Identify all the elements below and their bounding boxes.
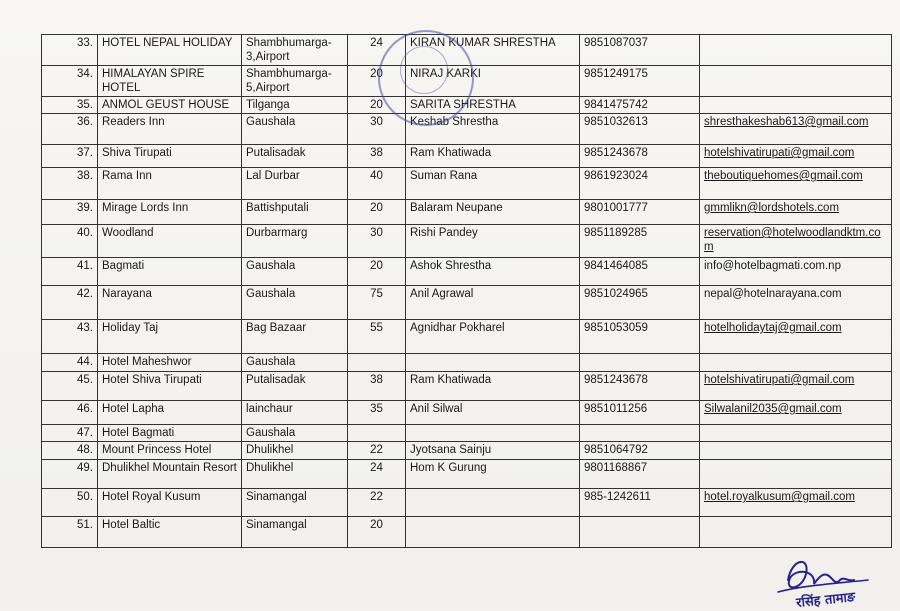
cell-email: [700, 442, 892, 460]
cell-name: [98, 66, 242, 97]
cell-sno: [42, 225, 98, 258]
cell-contact: [406, 168, 580, 200]
cell-address: [242, 401, 348, 425]
cell-sno: [42, 489, 98, 517]
table-row: [42, 97, 892, 114]
address-text: Gaushala: [246, 116, 296, 128]
cell-name: [98, 225, 242, 258]
phone-text: 9851053059: [584, 322, 648, 334]
cell-email: [700, 168, 892, 200]
rooms-text: 20: [370, 519, 383, 531]
cell-rooms: [348, 66, 406, 97]
rooms-text: 22: [370, 491, 383, 503]
table-row: [42, 114, 892, 145]
cell-address: [242, 35, 348, 66]
cell-email: [700, 517, 892, 548]
cell-sno: [42, 320, 98, 354]
table-row: [42, 442, 892, 460]
signature-name: रसिंह तामाङ: [795, 589, 856, 611]
cell-name: [98, 354, 242, 372]
cell-sno: [42, 200, 98, 225]
cell-address: [242, 489, 348, 517]
cell-phone: [580, 97, 700, 114]
phone-text: 9851064792: [584, 444, 648, 456]
cell-address: [242, 66, 348, 97]
table-row: [42, 145, 892, 168]
phone-text: 985-1242611: [584, 491, 651, 503]
email-text: info@hotelbagmati.com.np: [704, 260, 841, 272]
cell-sno: [42, 354, 98, 372]
name-text: Hotel Shiva Tirupati: [102, 374, 202, 386]
cell-contact: [406, 401, 580, 425]
table-row: [42, 200, 892, 225]
cell-rooms: [348, 425, 406, 442]
sno-text: 46.: [77, 403, 93, 415]
cell-sno: [42, 35, 98, 66]
cell-contact: [406, 286, 580, 320]
cell-phone: [580, 258, 700, 286]
rooms-text: 30: [370, 116, 383, 128]
name-text: Holiday Taj: [102, 322, 159, 334]
address-text: Battishputali: [246, 202, 309, 214]
address-text: Putalisadak: [246, 374, 306, 386]
cell-address: [242, 517, 348, 548]
cell-rooms: [348, 35, 406, 66]
name-text: Narayana: [102, 288, 152, 300]
name-text: Mirage Lords Inn: [102, 202, 189, 214]
address-text: Shambhumarga-3,Airport: [246, 37, 332, 63]
table-row: [42, 401, 892, 425]
sno-text: 33.: [77, 37, 93, 49]
rooms-text: 38: [370, 147, 383, 159]
cell-email: [700, 35, 892, 66]
cell-phone: [580, 425, 700, 442]
cell-email: [700, 200, 892, 225]
cell-address: [242, 372, 348, 401]
cell-phone: [580, 168, 700, 200]
table-row: [42, 517, 892, 548]
phone-text: 9851087037: [584, 37, 648, 49]
cell-name: [98, 200, 242, 225]
sno-text: 41.: [77, 260, 93, 272]
cell-name: [98, 258, 242, 286]
email-text: hotelshivatirupati@gmail.com: [704, 147, 855, 159]
cell-email: [700, 225, 892, 258]
address-text: Sinamangal: [246, 491, 307, 503]
cell-sno: [42, 372, 98, 401]
cell-rooms: [348, 225, 406, 258]
email-text: hotelholidaytaj@gmail.com: [704, 322, 842, 334]
email-text: reservation@hotelwoodlandktm.com: [704, 227, 881, 253]
email-text: hotelshivatirupati@gmail.com: [704, 374, 855, 386]
cell-phone: [580, 489, 700, 517]
rooms-text: 55: [370, 322, 383, 334]
cell-email: [700, 66, 892, 97]
cell-address: [242, 145, 348, 168]
address-text: Shambhumarga-5,Airport: [246, 68, 332, 94]
cell-rooms: [348, 442, 406, 460]
cell-email: [700, 460, 892, 489]
cell-name: [98, 517, 242, 548]
cell-name: [98, 489, 242, 517]
cell-sno: [42, 168, 98, 200]
sno-text: 42.: [77, 288, 93, 300]
name-text: Dhulikhel Mountain Resort: [102, 462, 237, 474]
sno-text: 49.: [77, 462, 93, 474]
cell-address: [242, 97, 348, 114]
cell-name: [98, 145, 242, 168]
cell-contact: [406, 489, 580, 517]
address-text: Tilganga: [246, 99, 290, 111]
cell-contact: [406, 66, 580, 97]
cell-address: [242, 225, 348, 258]
cell-contact: [406, 425, 580, 442]
rooms-text: 30: [370, 227, 383, 239]
name-text: ANMOL GEUST HOUSE: [102, 99, 230, 111]
cell-address: [242, 320, 348, 354]
cell-phone: [580, 200, 700, 225]
phone-text: 9851243678: [584, 374, 648, 386]
address-text: Gaushala: [246, 427, 296, 439]
address-text: Gaushala: [246, 260, 296, 272]
cell-name: [98, 372, 242, 401]
sno-text: 51.: [77, 519, 93, 531]
cell-rooms: [348, 286, 406, 320]
email-text: gmmlikn@lordshotels.com: [704, 202, 840, 214]
contact-text: KIRAN KUMAR SHRESTHA: [410, 37, 556, 49]
cell-address: [242, 258, 348, 286]
cell-name: [98, 97, 242, 114]
cell-email: [700, 354, 892, 372]
cell-phone: [580, 35, 700, 66]
rooms-text: 24: [370, 462, 383, 474]
contact-text: Ram Khatiwada: [410, 374, 492, 386]
contact-text: Jyotsana Sainju: [410, 444, 492, 456]
table-row: [42, 35, 892, 66]
rooms-text: 20: [370, 260, 383, 272]
cell-sno: [42, 286, 98, 320]
address-text: Gaushala: [246, 356, 296, 368]
rooms-text: 40: [370, 170, 383, 182]
contact-text: SARITA SHRESTHA: [410, 99, 516, 111]
contact-text: Keshab Shrestha: [410, 116, 499, 128]
cell-contact: [406, 354, 580, 372]
address-text: Durbarmarg: [246, 227, 308, 239]
phone-text: 9841475742: [584, 99, 648, 111]
rooms-text: 20: [370, 68, 383, 80]
contact-text: Anil Agrawal: [410, 288, 474, 300]
email-text: shresthakeshab613@gmail.com: [704, 116, 869, 128]
cell-phone: [580, 286, 700, 320]
cell-contact: [406, 145, 580, 168]
name-text: Hotel Royal Kusum: [102, 491, 201, 503]
cell-rooms: [348, 401, 406, 425]
cell-phone: [580, 66, 700, 97]
cell-email: [700, 425, 892, 442]
cell-email: [700, 97, 892, 114]
rooms-text: 20: [370, 99, 383, 111]
cell-rooms: [348, 320, 406, 354]
cell-phone: [580, 460, 700, 489]
sno-text: 48.: [77, 444, 93, 456]
phone-text: 9801001777: [584, 202, 648, 214]
cell-address: [242, 168, 348, 200]
cell-address: [242, 200, 348, 225]
sno-text: 37.: [77, 147, 93, 159]
name-text: Mount Princess Hotel: [102, 444, 212, 456]
contact-text: Hom K Gurung: [410, 462, 487, 474]
cell-name: [98, 401, 242, 425]
cell-phone: [580, 372, 700, 401]
cell-phone: [580, 225, 700, 258]
name-text: Shiva Tirupati: [102, 147, 172, 159]
cell-phone: [580, 517, 700, 548]
cell-address: [242, 354, 348, 372]
phone-text: 9861923024: [584, 170, 648, 182]
table-row: [42, 168, 892, 200]
cell-rooms: [348, 460, 406, 489]
cell-contact: [406, 442, 580, 460]
phone-text: 9851011256: [584, 403, 648, 415]
cell-contact: [406, 225, 580, 258]
table-row: [42, 320, 892, 354]
email-text: Silwalanil2035@gmail.com: [704, 403, 842, 415]
cell-email: [700, 145, 892, 168]
cell-rooms: [348, 200, 406, 225]
table-row: [42, 225, 892, 258]
cell-name: [98, 114, 242, 145]
cell-sno: [42, 460, 98, 489]
cell-contact: [406, 97, 580, 114]
phone-text: 9851243678: [584, 147, 648, 159]
sno-text: 38.: [77, 170, 93, 182]
rooms-text: 35: [370, 403, 383, 415]
phone-text: 9851189285: [584, 227, 648, 239]
sno-text: 47.: [77, 427, 93, 439]
rooms-text: 22: [370, 444, 383, 456]
cell-rooms: [348, 97, 406, 114]
address-text: Bag Bazaar: [246, 322, 307, 334]
email-text: hotel.royalkusum@gmail.com: [704, 491, 856, 503]
cell-sno: [42, 425, 98, 442]
contact-text: Balaram Neupane: [410, 202, 503, 214]
cell-sno: [42, 517, 98, 548]
cell-phone: [580, 320, 700, 354]
phone-text: 9851024965: [584, 288, 648, 300]
sno-text: 34.: [77, 68, 93, 80]
sno-text: 45.: [77, 374, 93, 386]
table-row: [42, 66, 892, 97]
cell-contact: [406, 460, 580, 489]
sno-text: 36.: [77, 116, 93, 128]
address-text: Gaushala: [246, 288, 296, 300]
cell-contact: [406, 320, 580, 354]
address-text: Putalisadak: [246, 147, 306, 159]
name-text: Rama Inn: [102, 170, 152, 182]
name-text: HOTEL NEPAL HOLIDAY: [102, 37, 233, 49]
cell-address: [242, 442, 348, 460]
name-text: HIMALAYAN SPIRE HOTEL: [102, 68, 205, 94]
cell-email: [700, 114, 892, 145]
name-text: Hotel Baltic: [102, 519, 161, 531]
cell-sno: [42, 66, 98, 97]
email-text: theboutiquehomes@gmail.com: [704, 170, 863, 182]
cell-sno: [42, 442, 98, 460]
sno-text: 50.: [77, 491, 93, 503]
cell-phone: [580, 442, 700, 460]
cell-sno: [42, 401, 98, 425]
cell-name: [98, 168, 242, 200]
table-row: [42, 258, 892, 286]
cell-rooms: [348, 489, 406, 517]
table-row: [42, 286, 892, 320]
phone-text: 9851249175: [584, 68, 648, 80]
cell-address: [242, 114, 348, 145]
sno-text: 44.: [77, 356, 93, 368]
contact-text: Ashok Shrestha: [410, 260, 492, 272]
table-row: [42, 460, 892, 489]
phone-text: 9801168867: [584, 462, 648, 474]
name-text: Hotel Maheshwor: [102, 356, 192, 368]
name-text: Readers Inn: [102, 116, 165, 128]
cell-email: [700, 320, 892, 354]
rooms-text: 75: [370, 288, 383, 300]
contact-text: Rishi Pandey: [410, 227, 478, 239]
cell-phone: [580, 114, 700, 145]
cell-sno: [42, 97, 98, 114]
rooms-text: 24: [370, 37, 383, 49]
cell-name: [98, 425, 242, 442]
cell-sno: [42, 258, 98, 286]
address-text: Sinamangal: [246, 519, 307, 531]
cell-rooms: [348, 114, 406, 145]
cell-email: [700, 372, 892, 401]
contact-text: NIRAJ KARKI: [410, 68, 481, 80]
cell-rooms: [348, 372, 406, 401]
phone-text: 9851032613: [584, 116, 648, 128]
address-text: Dhulikhel: [246, 462, 294, 474]
cell-rooms: [348, 258, 406, 286]
sno-text: 43.: [77, 322, 93, 334]
cell-name: [98, 35, 242, 66]
cell-email: [700, 401, 892, 425]
table-row: [42, 425, 892, 442]
table-row: [42, 354, 892, 372]
sno-text: 40.: [77, 227, 93, 239]
name-text: Bagmati: [102, 260, 145, 272]
cell-name: [98, 442, 242, 460]
cell-contact: [406, 35, 580, 66]
cell-contact: [406, 517, 580, 548]
cell-address: [242, 286, 348, 320]
address-text: Lal Durbar: [246, 170, 300, 182]
cell-contact: [406, 114, 580, 145]
name-text: Hotel Lapha: [102, 403, 165, 415]
cell-phone: [580, 401, 700, 425]
contact-text: Agnidhar Pokharel: [410, 322, 505, 334]
cell-name: [98, 320, 242, 354]
contact-text: Suman Rana: [410, 170, 478, 182]
cell-address: [242, 460, 348, 489]
name-text: Hotel Bagmati: [102, 427, 175, 439]
cell-email: [700, 258, 892, 286]
rooms-text: 38: [370, 374, 383, 386]
cell-email: [700, 489, 892, 517]
phone-text: 9841464085: [584, 260, 648, 272]
cell-sno: [42, 114, 98, 145]
name-text: Woodland: [102, 227, 154, 239]
email-text: nepal@hotelnarayana.com: [704, 288, 842, 300]
rooms-text: 20: [370, 202, 383, 214]
sno-text: 35.: [77, 99, 93, 111]
cell-rooms: [348, 145, 406, 168]
cell-contact: [406, 200, 580, 225]
cell-address: [242, 425, 348, 442]
address-text: lainchaur: [246, 403, 293, 415]
cell-name: [98, 460, 242, 489]
hotel-list-body: [42, 35, 892, 548]
cell-phone: [580, 145, 700, 168]
cell-sno: [42, 145, 98, 168]
cell-rooms: [348, 517, 406, 548]
table-row: [42, 489, 892, 517]
cell-rooms: [348, 168, 406, 200]
cell-contact: [406, 258, 580, 286]
cell-phone: [580, 354, 700, 372]
cell-contact: [406, 372, 580, 401]
sno-text: 39.: [77, 202, 93, 214]
address-text: Dhulikhel: [246, 444, 294, 456]
table-row: [42, 372, 892, 401]
hotel-list-table: [41, 34, 892, 548]
cell-rooms: [348, 354, 406, 372]
contact-text: Ram Khatiwada: [410, 147, 492, 159]
cell-email: [700, 286, 892, 320]
cell-name: [98, 286, 242, 320]
contact-text: Anil Silwal: [410, 403, 463, 415]
